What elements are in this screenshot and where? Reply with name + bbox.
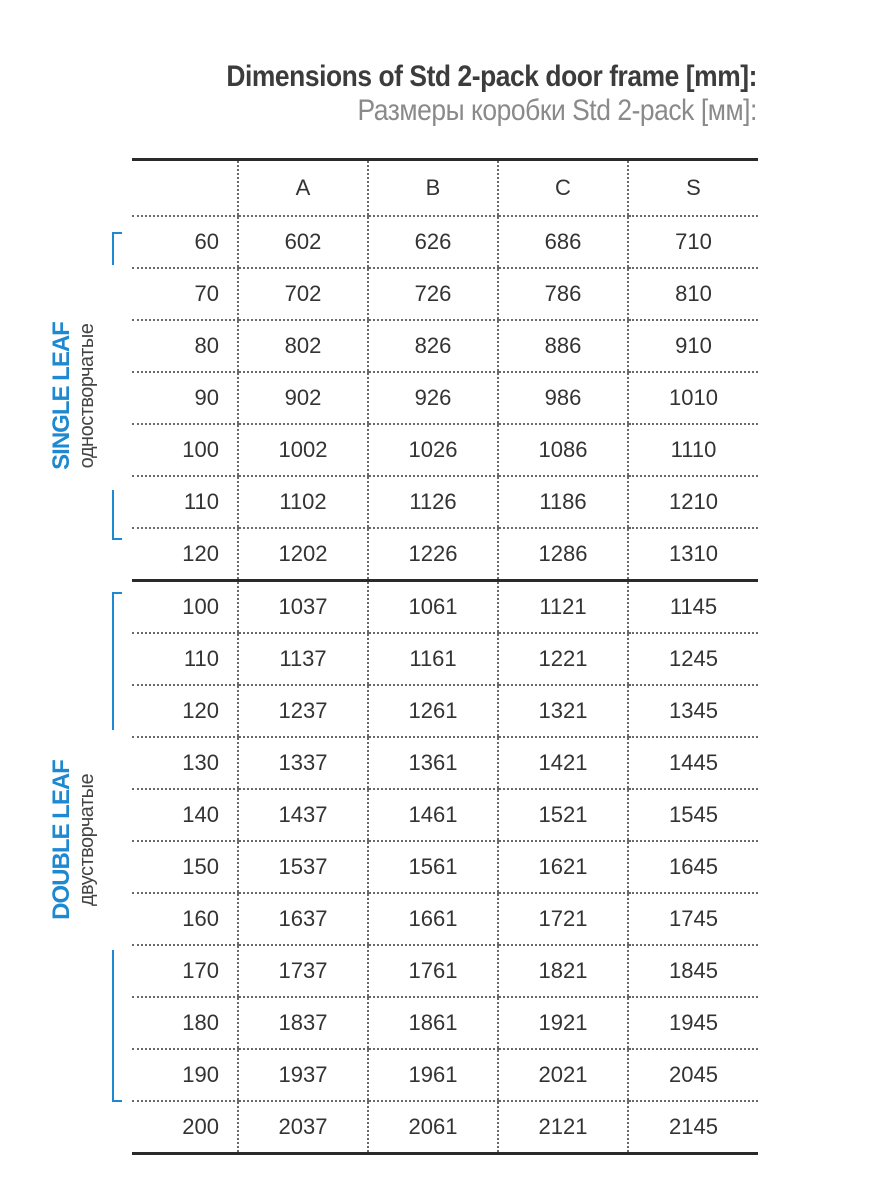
width-cell: 100 [132, 424, 238, 476]
table-cell: 1461 [368, 789, 498, 841]
single-leaf-row [132, 320, 758, 372]
table-cell: 1561 [368, 841, 498, 893]
double-leaf-label-en: DOUBLE LEAF [48, 760, 75, 920]
table-cell: 810 [628, 268, 758, 320]
double-leaf-row [132, 789, 758, 841]
table-cell: 2021 [498, 1049, 628, 1101]
table-cell: 886 [498, 320, 628, 372]
double-leaf-row [132, 1049, 758, 1101]
table-cell: 1637 [238, 893, 368, 945]
width-cell: 160 [132, 893, 238, 945]
table-cell: 1161 [368, 633, 498, 685]
width-cell: 120 [132, 528, 238, 581]
table-cell: 1010 [628, 372, 758, 424]
single-leaf-label [48, 306, 108, 486]
table-body [132, 216, 758, 1154]
table-cell: 1202 [238, 528, 368, 581]
page-title: Dimensions of Std 2-pack door frame [mm]: [226, 60, 757, 93]
table-cell: 1737 [238, 945, 368, 997]
dimensions-table [132, 158, 758, 1155]
width-cell: 170 [132, 945, 238, 997]
table-cell: 1861 [368, 997, 498, 1049]
table-cell: 1145 [628, 581, 758, 634]
double-leaf-row [132, 945, 758, 997]
header-cell [132, 160, 238, 217]
table-cell: 2145 [628, 1101, 758, 1154]
table-cell: 626 [368, 216, 498, 268]
single-leaf-row [132, 216, 758, 268]
table-cell: 1226 [368, 528, 498, 581]
table-cell: 1321 [498, 685, 628, 737]
double-leaf-row [132, 633, 758, 685]
width-cell: 60 [132, 216, 238, 268]
width-cell: 180 [132, 997, 238, 1049]
table-cell: 910 [628, 320, 758, 372]
table-cell: 902 [238, 372, 368, 424]
table-cell: 986 [498, 372, 628, 424]
single-leaf-row [132, 268, 758, 320]
table-cell: 1361 [368, 737, 498, 789]
table-cell: 1102 [238, 476, 368, 528]
table-cell: 2061 [368, 1101, 498, 1154]
table-cell: 1721 [498, 893, 628, 945]
table-cell: 1445 [628, 737, 758, 789]
table-cell: 1286 [498, 528, 628, 581]
double-leaf-label-ru: двустворчатые [76, 773, 98, 907]
table-cell: 1821 [498, 945, 628, 997]
table-cell: 1210 [628, 476, 758, 528]
table-cell: 1261 [368, 685, 498, 737]
table-cell: 1086 [498, 424, 628, 476]
table-cell: 1645 [628, 841, 758, 893]
table-cell: 1937 [238, 1049, 368, 1101]
table-cell: 1237 [238, 685, 368, 737]
double-leaf-row [132, 841, 758, 893]
table-cell: 1761 [368, 945, 498, 997]
table-cell: 1545 [628, 789, 758, 841]
header-cell-b: B [368, 160, 498, 217]
table-cell: 710 [628, 216, 758, 268]
width-cell: 130 [132, 737, 238, 789]
table-cell: 1221 [498, 633, 628, 685]
double-leaf-row [132, 1101, 758, 1154]
table-cell: 1002 [238, 424, 368, 476]
header-cell-s: S [628, 160, 758, 217]
single-leaf-row [132, 372, 758, 424]
table-cell: 826 [368, 320, 498, 372]
table-cell: 1126 [368, 476, 498, 528]
table-cell: 926 [368, 372, 498, 424]
table-cell: 1110 [628, 424, 758, 476]
table-cell: 2045 [628, 1049, 758, 1101]
header-cell-a: A [238, 160, 368, 217]
width-cell: 150 [132, 841, 238, 893]
double-leaf-row [132, 997, 758, 1049]
width-cell: 90 [132, 372, 238, 424]
table-cell: 1337 [238, 737, 368, 789]
table-header-row [132, 160, 758, 217]
width-cell: 110 [132, 476, 238, 528]
width-cell: 110 [132, 633, 238, 685]
table-cell: 1537 [238, 841, 368, 893]
table-cell: 602 [238, 216, 368, 268]
table-cell: 1137 [238, 633, 368, 685]
width-cell: 80 [132, 320, 238, 372]
double-leaf-label [48, 750, 108, 930]
table-cell: 686 [498, 216, 628, 268]
width-cell: 190 [132, 1049, 238, 1101]
width-cell: 140 [132, 789, 238, 841]
table-cell: 1921 [498, 997, 628, 1049]
single-leaf-row [132, 476, 758, 528]
double-leaf-row [132, 581, 758, 634]
table-cell: 1421 [498, 737, 628, 789]
page-subtitle: Размеры коробки Std 2-pack [мм]: [357, 94, 757, 127]
table-cell: 786 [498, 268, 628, 320]
table-cell: 1186 [498, 476, 628, 528]
table-cell: 1661 [368, 893, 498, 945]
table-cell: 1521 [498, 789, 628, 841]
table-cell: 2037 [238, 1101, 368, 1154]
table-cell: 1026 [368, 424, 498, 476]
table-cell: 1621 [498, 841, 628, 893]
table-cell: 1845 [628, 945, 758, 997]
table-cell: 702 [238, 268, 368, 320]
table-cell: 1961 [368, 1049, 498, 1101]
title-block [226, 60, 757, 128]
width-cell: 120 [132, 685, 238, 737]
double-leaf-row [132, 737, 758, 789]
table-cell: 1245 [628, 633, 758, 685]
width-cell: 200 [182, 1114, 219, 1139]
double-leaf-row [132, 685, 758, 737]
table-cell: 802 [238, 320, 368, 372]
single-leaf-label-en: SINGLE LEAF [48, 322, 75, 470]
table-cell: 2121 [498, 1101, 628, 1154]
single-leaf-row [132, 528, 758, 581]
table-cell: 1037 [238, 581, 368, 634]
table-cell: 1061 [368, 581, 498, 634]
table-cell: 1745 [628, 893, 758, 945]
table-cell: 1837 [238, 997, 368, 1049]
width-cell: 70 [132, 268, 238, 320]
double-leaf-row [132, 893, 758, 945]
header-cell-c: C [498, 160, 628, 217]
table-cell: 1437 [238, 789, 368, 841]
table-cell: 1121 [498, 581, 628, 634]
single-leaf-label-ru: одностворчатые [76, 323, 98, 469]
width-cell: 100 [132, 581, 238, 634]
table-cell: 726 [368, 268, 498, 320]
table-cell: 1945 [628, 997, 758, 1049]
table-cell: 1310 [628, 528, 758, 581]
table-cell: 1345 [628, 685, 758, 737]
single-leaf-row [132, 424, 758, 476]
